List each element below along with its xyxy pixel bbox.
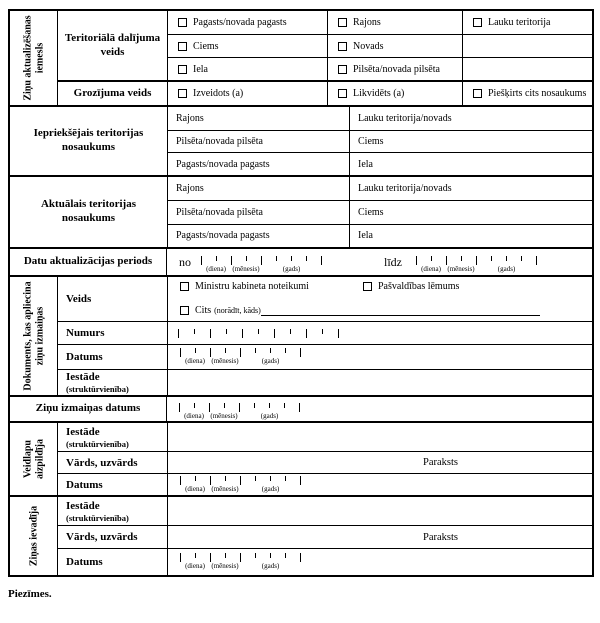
option-novads — [327, 34, 462, 57]
checkbox-pilseta-novada-pilseta[interactable] — [338, 65, 347, 74]
option-ciems — [167, 34, 327, 57]
checkbox-likvidets[interactable] — [338, 89, 347, 98]
section-change-date — [10, 395, 592, 421]
notes-label: Piezīmes. — [8, 588, 52, 600]
checkbox-lauku-teritorija[interactable] — [473, 18, 482, 27]
empty-cell[interactable] — [462, 57, 592, 80]
checkbox-label: Pilsēta/novada pilsēta — [353, 63, 440, 75]
filled-institution-label: Iestāde (struktūrvienība) — [57, 423, 167, 451]
number-comb[interactable] — [178, 329, 339, 338]
section-previous-territory — [10, 105, 592, 175]
document-institution-label: Iestāde (struktūrvienība) — [57, 369, 167, 395]
signature-label: Paraksts — [423, 531, 458, 543]
actual-pagasts-field[interactable]: Pagasts/novada pagasts — [167, 224, 349, 247]
year-caption: (gads) — [497, 265, 516, 274]
checkbox-label: Rajons — [353, 17, 381, 28]
change-type-label: Grozījuma veids — [57, 80, 167, 105]
month-caption: (mēnesis) — [447, 265, 475, 274]
option-ministru-kabineta-noteikumi: Ministru kabineta noteikumi — [180, 281, 363, 292]
period-from-date-field[interactable] — [201, 256, 322, 274]
institution-sub-label: (struktūrvienība) — [66, 438, 129, 449]
vertical-header-label: Ziņu aktualizēšanas iemesls — [22, 15, 45, 101]
section-update-reason-header — [10, 11, 57, 105]
prev-pagasts-field[interactable]: Pagasts/novada pagasts — [167, 152, 349, 175]
entered-name-label: Vārds, uzvārds — [57, 525, 167, 548]
option-pasvaldibas-lemums: Pašvaldības lēmums — [363, 281, 459, 292]
checkbox-cits[interactable] — [180, 306, 189, 315]
update-period-content — [167, 249, 592, 275]
filled-date-field[interactable] — [167, 473, 592, 495]
day-caption: (diena) — [185, 357, 205, 366]
actual-pilseta-field[interactable]: Pilsēta/novada pilsēta — [167, 200, 349, 223]
section-document-header — [10, 277, 57, 395]
year-caption: (gads) — [261, 562, 280, 571]
document-date-field[interactable] — [167, 344, 592, 369]
option-rajons — [327, 11, 462, 34]
date-comb[interactable] — [179, 403, 300, 412]
day-caption: (diena) — [185, 484, 205, 493]
prev-pilseta-field[interactable]: Pilsēta/novada pilsēta — [167, 130, 349, 153]
checkbox-label: Izveidots (a) — [193, 88, 244, 99]
checkbox-pieskirts-cits-nosaukums[interactable] — [473, 89, 482, 98]
checkbox-label: Ciems — [193, 40, 219, 52]
checkbox-ministru-kabineta-noteikumi[interactable] — [180, 282, 189, 291]
from-label: no — [179, 254, 191, 269]
entered-date-label: Datums — [57, 548, 167, 575]
prev-rajons-field[interactable]: Rajons — [167, 107, 349, 130]
checkbox-pasvaldibas-lemums[interactable] — [363, 282, 372, 291]
year-caption: (gads) — [261, 357, 280, 366]
document-type-label: Veids — [57, 277, 167, 321]
month-caption: (mēnesis) — [211, 562, 239, 571]
vertical-header-label: Veidlapu aizpildīja — [22, 439, 45, 480]
filled-name-signature-field[interactable] — [167, 451, 592, 473]
option-pieskirts-cits-nosaukums — [462, 80, 592, 105]
territorial-division-type-label: Teritoriālā dalījuma veids — [57, 11, 167, 80]
document-type-options — [167, 277, 592, 321]
filled-date-label: Datums — [57, 473, 167, 495]
date-comb[interactable] — [180, 348, 301, 357]
section-data-entered-by — [10, 495, 592, 575]
signature-label: Paraksts — [423, 457, 458, 468]
checkbox-label: Iela — [193, 63, 208, 75]
option-lauku-teritorija — [462, 11, 592, 34]
form-table — [8, 9, 594, 577]
prev-ciems-field[interactable]: Ciems — [349, 130, 592, 153]
institution-sub-label: (struktūrvienība) — [66, 512, 129, 523]
date-comb[interactable] — [201, 256, 322, 265]
section-actual-territory — [10, 175, 592, 247]
cits-write-in-line[interactable] — [261, 306, 540, 316]
period-to-date-field[interactable] — [416, 256, 537, 274]
section-document — [10, 275, 592, 395]
year-caption: (gads) — [260, 411, 279, 420]
option-pagasts-novada-pagasts — [167, 11, 327, 34]
checkbox-label: Piešķirts cits nosaukums — [488, 88, 587, 99]
checkbox-label: Likvidēts (a) — [353, 88, 405, 99]
section-update-reason — [10, 11, 592, 105]
checkbox-izveidots[interactable] — [178, 89, 187, 98]
section-form-filled-by — [10, 421, 592, 495]
checkbox-label: Novads — [353, 40, 384, 52]
vertical-header-label: Dokuments, kas apliecina ziņu izmaiņas — [22, 281, 45, 391]
date-comb[interactable] — [180, 553, 301, 562]
date-comb[interactable] — [180, 476, 301, 485]
section-entered-header — [10, 497, 57, 575]
update-period-header: Datu aktualizācijas periods — [10, 249, 167, 275]
day-caption: (diena) — [206, 265, 226, 274]
checkbox-iela[interactable] — [178, 65, 187, 74]
option-cits: Cits (norādīt, kāds) — [180, 305, 582, 316]
change-date-field[interactable] — [167, 397, 592, 421]
prev-iela-field[interactable]: Iela — [349, 152, 592, 175]
cits-note: (norādīt, kāds) — [214, 306, 261, 315]
checkbox-label: Pagasts/novada pagasts — [193, 17, 287, 28]
option-pilseta-novada-pilseta — [327, 57, 462, 80]
entered-date-field[interactable] — [167, 548, 592, 575]
entered-institution-field[interactable] — [167, 497, 592, 525]
month-caption: (mēnesis) — [232, 265, 260, 274]
actual-iela-field[interactable]: Iela — [349, 224, 592, 247]
month-caption: (mēnesis) — [211, 484, 239, 493]
section-update-period — [10, 247, 592, 275]
checkbox-novads[interactable] — [338, 42, 347, 51]
document-number-label: Numurs — [57, 321, 167, 344]
checkbox-pagasts-novada-pagasts[interactable] — [178, 18, 187, 27]
document-date-label: Datums — [57, 344, 167, 369]
checkbox-label: Lauku teritorija — [488, 17, 551, 28]
actual-ciems-field[interactable]: Ciems — [349, 200, 592, 223]
day-caption: (diena) — [185, 562, 205, 571]
month-caption: (mēnesis) — [210, 411, 238, 420]
year-caption: (gads) — [261, 484, 280, 493]
option-iela — [167, 57, 327, 80]
entered-institution-label: Iestāde (struktūrvienība) — [57, 497, 167, 525]
document-institution-field[interactable] — [167, 369, 592, 395]
section-filled-header — [10, 423, 57, 495]
empty-cell[interactable] — [462, 34, 592, 57]
to-label: līdz — [384, 254, 402, 269]
date-comb[interactable] — [416, 256, 537, 265]
vertical-header-label: Ziņas ievadīja — [27, 505, 39, 567]
month-caption: (mēnesis) — [211, 357, 239, 366]
checkbox-ciems[interactable] — [178, 42, 187, 51]
document-number-field[interactable] — [167, 321, 592, 344]
day-caption: (diena) — [184, 411, 204, 420]
year-caption: (gads) — [282, 265, 301, 274]
filled-name-label: Vārds, uzvārds — [57, 451, 167, 473]
actual-lauku-teritorija-novads-field[interactable]: Lauku teritorija/novads — [349, 177, 592, 200]
checkbox-rajons[interactable] — [338, 18, 347, 27]
filled-institution-field[interactable] — [167, 423, 592, 451]
institution-sub-label: (struktūrvienība) — [66, 384, 129, 394]
option-likvidets — [327, 80, 462, 105]
prev-lauku-teritorija-novads-field[interactable]: Lauku teritorija/novads — [349, 107, 592, 130]
actual-territory-header: Aktuālais teritorijas nosaukums — [40, 198, 136, 224]
previous-territory-header: Iepriekšējais teritorijas nosaukums — [33, 127, 144, 153]
option-izveidots — [167, 80, 327, 105]
change-date-header: Ziņu izmaiņas datums — [10, 397, 167, 421]
actual-rajons-field[interactable]: Rajons — [167, 177, 349, 200]
day-caption: (diena) — [421, 265, 441, 274]
entered-name-signature-field[interactable] — [167, 525, 592, 548]
